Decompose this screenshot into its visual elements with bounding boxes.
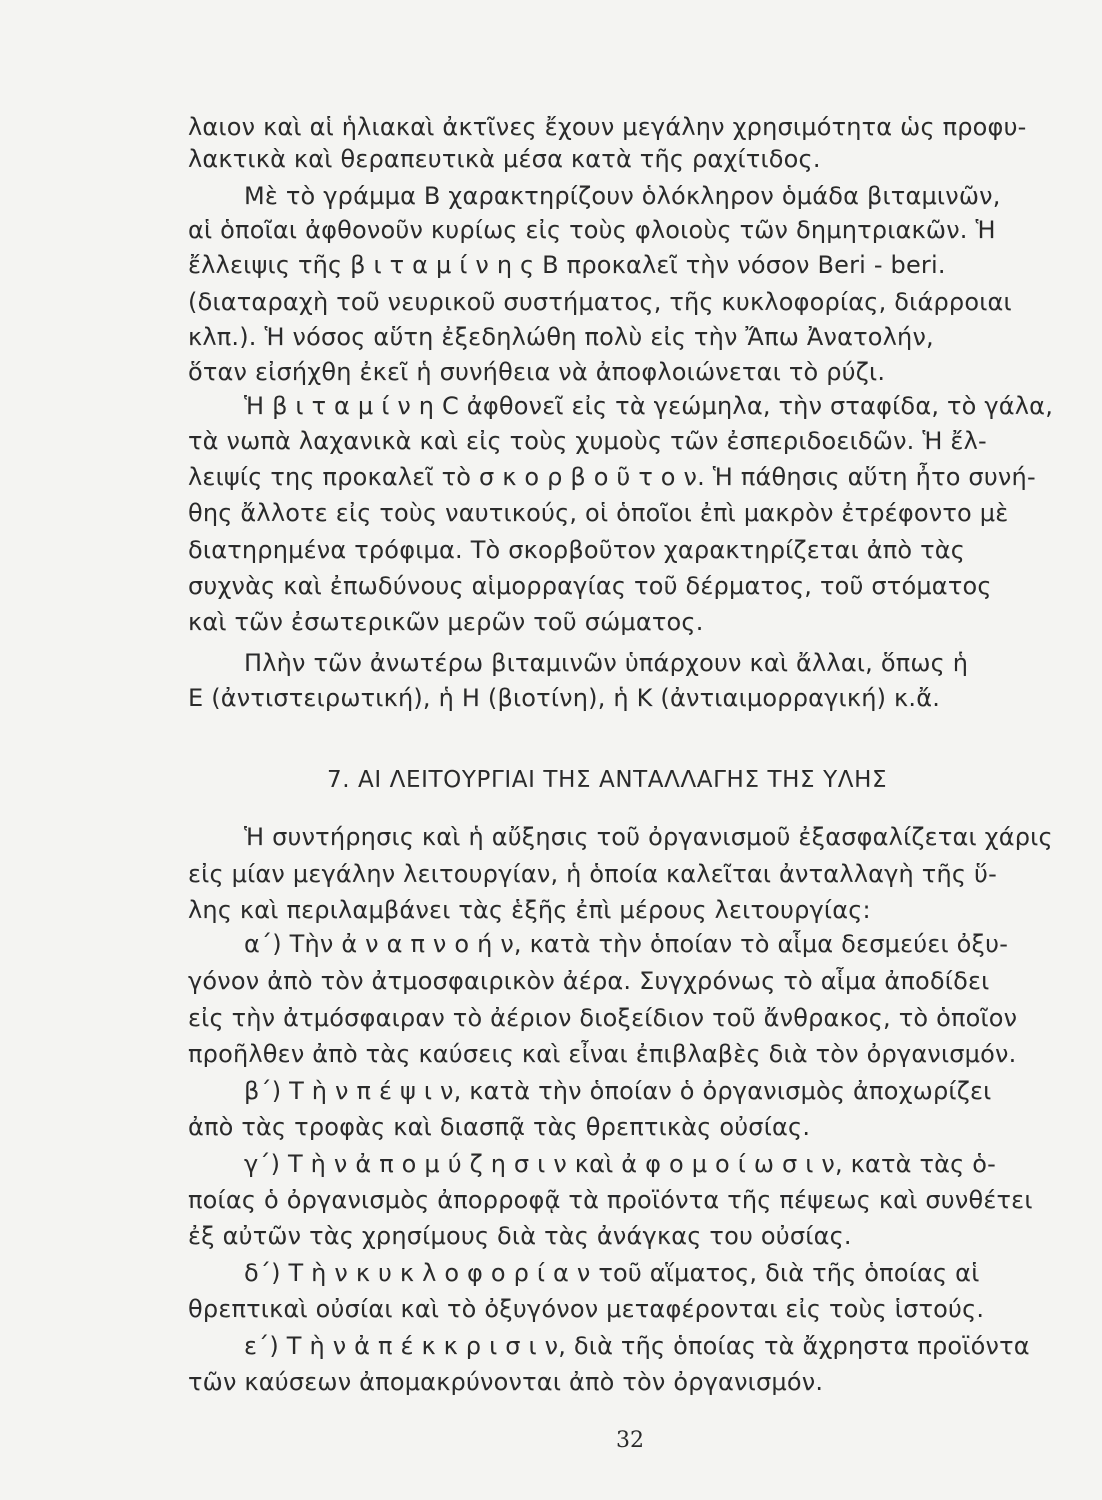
text-line: προῆλθεν ἀπὸ τὰς καύσεις καὶ εἶναι ἐπιβλαβὲς διὰ τὸν ὀργανισμόν.	[188, 1040, 1017, 1068]
text-line: καὶ τῶν ἐσωτερικῶν μερῶν τοῦ σώματος.	[188, 608, 704, 636]
text-line: Ε (ἀντιστειρωτική), ἡ Η (βιοτίνη), ἡ Κ (ἀντιαιμορραγική) κ.ἄ.	[188, 684, 941, 712]
text-line: ποίας ὁ ὀργανισμὸς ἀπορροφᾷ τὰ προϊόντα τῆς πέψεως καὶ συνθέτει	[188, 1186, 1033, 1214]
text-line: Μὲ τὸ γράμμα Β χαρακτηρίζουν ὁλόκληρον ὁμάδα βιταμινῶν,	[244, 182, 1001, 210]
text-line: Ἡ συντήρησις καὶ ἡ αὔξησις τοῦ ὀργανισμοῦ ἐξασφαλίζεται χάρις	[244, 823, 1053, 851]
text-line: τὰ νωπὰ λαχανικὰ καὶ εἰς τοὺς χυμοὺς τῶν ἐσπεριδοειδῶν. Ἡ ἔλ-	[188, 427, 987, 455]
text-line: λης καὶ περιλαμβάνει τὰς ἑξῆς ἐπὶ μέρους λειτουργίας:	[188, 896, 871, 924]
text-line: γόνον ἀπὸ τὸν ἀτμοσφαιρικὸν ἀέρα. Συγχρόνως τὸ αἷμα ἀποδίδει	[188, 967, 990, 995]
text-line: κλπ.). Ἡ νόσος αὕτη ἐξεδηλώθη πολὺ εἰς τὴν Ἄπω Ἀνατολήν,	[188, 323, 934, 351]
text-line: συχνὰς καὶ ἐπωδύνους αἱμορραγίας τοῦ δέρματος, τοῦ στόματος	[188, 572, 992, 600]
text-line: ἀπὸ τὰς τροφὰς καὶ διασπᾷ τὰς θρεπτικὰς οὐσίας.	[188, 1113, 811, 1141]
text-line: λαιον καὶ αἱ ἡλιακαὶ ἀκτῖνες ἔχουν μεγάλην χρησιμότητα ὡς προφυ-	[188, 113, 1027, 141]
section-heading: 7. ΑΙ ΛΕΙΤΟΥΡΓΙΑΙ ΤΗΣ ΑΝΤΑΛΛΑΓΗΣ ΤΗΣ ΥΛΗΣ	[327, 767, 888, 793]
text-line: λακτικὰ καὶ θεραπευτικὰ μέσα κατὰ τῆς ραχίτιδος.	[188, 145, 821, 173]
text-line: εἰς μίαν μεγάλην λειτουργίαν, ἡ ὁποία καλεῖται ἀνταλλαγὴ τῆς ὕ-	[188, 860, 997, 888]
text-line: α΄) Τὴν ἀ ν α π ν ο ή ν, κατὰ τὴν ὁποίαν τὸ αἷμα δεσμεύει ὀξυ-	[244, 930, 1009, 958]
text-line: διατηρημένα τρόφιμα. Τὸ σκορβοῦτον χαρακτηρίζεται ἀπὸ τὰς	[188, 536, 966, 564]
text-line: (διαταραχὴ τοῦ νευρικοῦ συστήματος, τῆς κυκλοφορίας, διάρροιαι	[188, 288, 1012, 316]
text-line: Πλὴν τῶν ἀνωτέρω βιταμινῶν ὑπάρχουν καὶ ἄλλαι, ὅπως ἡ	[244, 649, 969, 677]
text-line: αἱ ὁποῖαι ἀφθονοῦν κυρίως εἰς τοὺς φλοιοὺς τῶν δημητριακῶν. Ἡ	[188, 216, 996, 244]
text-line: ε΄) Τ ὴ ν ἀ π έ κ κ ρ ι σ ι ν, διὰ τῆς ὁποίας τὰ ἄχρηστα προϊόντα	[244, 1332, 1030, 1360]
text-line: ἐξ αὐτῶν τὰς χρησίμους διὰ τὰς ἀνάγκας του οὐσίας.	[188, 1222, 852, 1250]
text-line: λειψίς της προκαλεῖ τὸ σ κ ο ρ β ο ῦ τ ο ν. Ἡ πάθησις αὕτη ἦτο συνή-	[188, 463, 1036, 491]
text-line: εἰς τὴν ἀτμόσφαιραν τὸ ἀέριον διοξείδιον τοῦ ἄνθρακος, τὸ ὁποῖον	[188, 1004, 1018, 1032]
text-line: ὅταν εἰσήχθη ἐκεῖ ἡ συνήθεια νὰ ἀποφλοιώνεται τὸ ρύζι.	[188, 358, 886, 386]
text-line: τῶν καύσεων ἀπομακρύνονται ἀπὸ τὸν ὀργανισμόν.	[188, 1368, 824, 1396]
text-line: θρεπτικαὶ οὐσίαι καὶ τὸ ὀξυγόνον μεταφέρονται εἰς τοὺς ἱστούς.	[188, 1295, 985, 1323]
text-line: β΄) Τ ὴ ν π έ ψ ι ν, κατὰ τὴν ὁποίαν ὁ ὀργανισμὸς ἀποχωρίζει	[244, 1077, 992, 1105]
text-line: γ΄) Τ ὴ ν ἀ π ο μ ύ ζ η σ ι ν καὶ ἀ φ ο μ ο ί ω σ ι ν, κατὰ τὰς ὁ-	[244, 1150, 997, 1178]
text-line: Ἡ β ι τ α μ ί ν η C ἀφθονεῖ εἰς τὰ γεώμηλα, τὴν σταφίδα, τὸ γάλα,	[244, 392, 1054, 420]
text-line: δ΄) Τ ὴ ν κ υ κ λ ο φ ο ρ ί α ν τοῦ αἵματος, διὰ τῆς ὁποίας αἱ	[244, 1259, 980, 1287]
text-line: ἔλλειψις τῆς β ι τ α μ ί ν η ς Β προκαλεῖ τὴν νόσον Beri - beri.	[188, 251, 946, 279]
page-number: 32	[616, 1428, 644, 1453]
text-line: θης ἄλλοτε εἰς τοὺς ναυτικούς, οἱ ὁποῖοι ἐπὶ μακρὸν ἐτρέφοντο μὲ	[188, 499, 1009, 527]
